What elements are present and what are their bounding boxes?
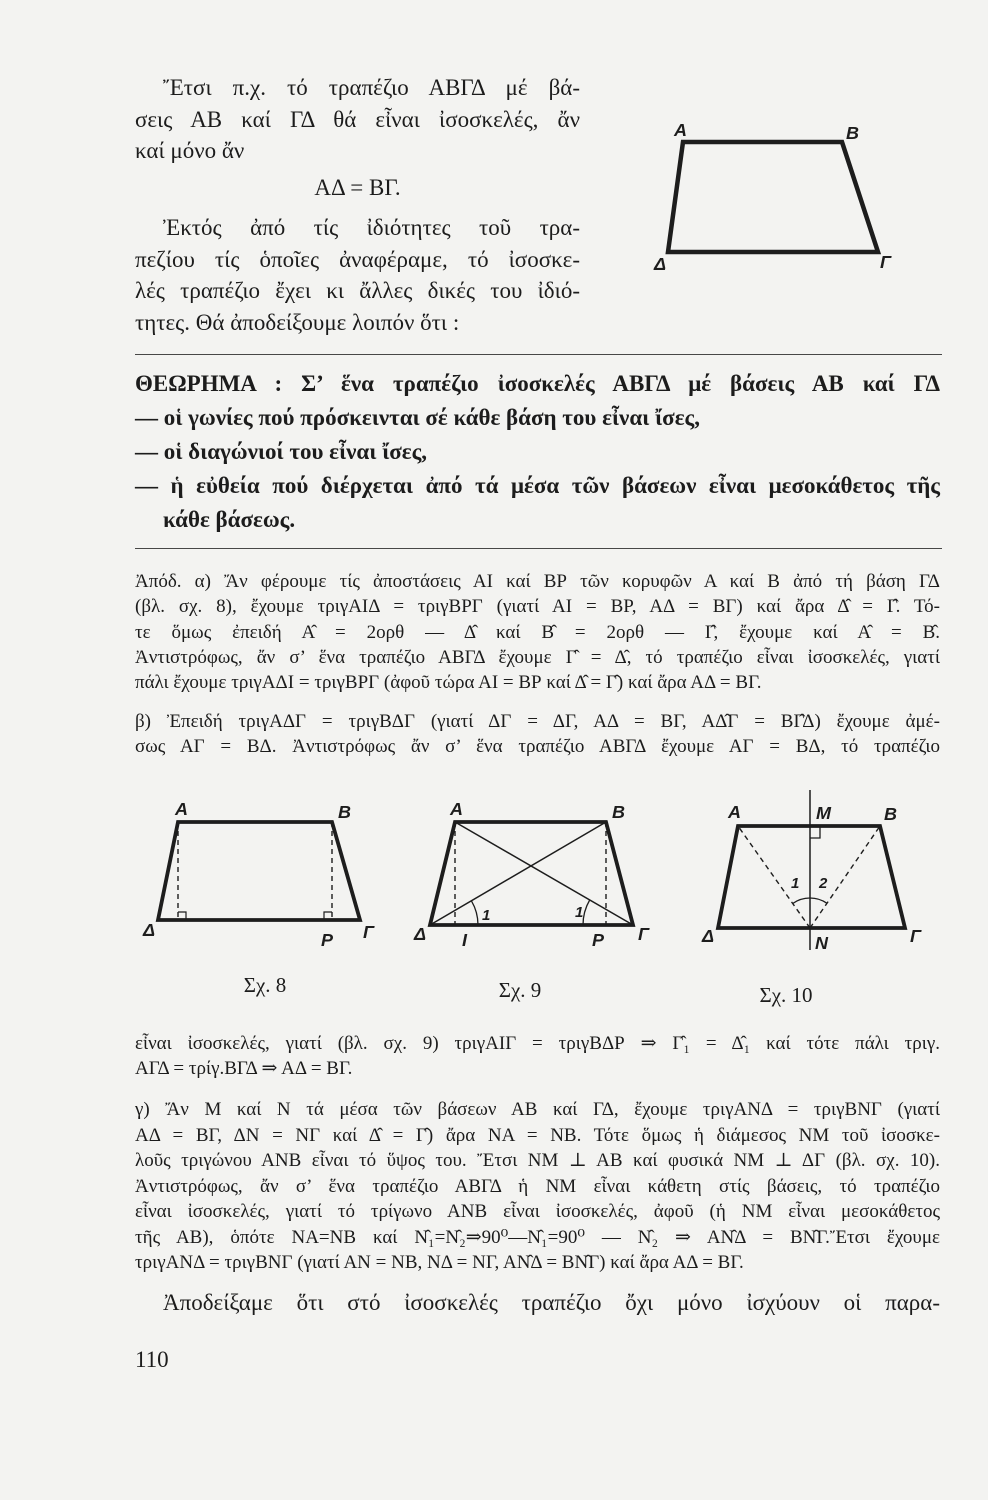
angle-arc-g	[583, 900, 590, 925]
figure-8-caption: Σχ. 8	[243, 973, 287, 997]
proof-part-b-continued	[135, 1031, 940, 1082]
theorem-line: — οἱ γωνίες πού πρόσκεινται σέ κάθε βάση του εἶναι ἴσες,	[135, 405, 700, 430]
vertex-label-p: Ρ	[592, 930, 605, 950]
vertex-label-a: Α	[674, 120, 687, 140]
proof-line: ΑΓΔ = τρίγ.ΒΓΔ ⇒ ΑΔ = ΒΓ.	[135, 1058, 353, 1080]
vertex-label-g: Γ	[363, 922, 374, 942]
vertex-label-m: Μ	[816, 803, 831, 823]
intro-paragraph-bottom	[135, 212, 580, 338]
theorem-line: ΘΕΩΡΗΜΑ : Σ’ ἕνα τραπέζιο ἰσοσκελές ΑΒΓΔ μέ βάσεις ΑΒ καί ΓΔ	[135, 371, 940, 396]
intro-paragraph-top	[135, 72, 580, 167]
vertex-label-a: Α	[728, 802, 741, 822]
proof-line: τε ὅμως ἐπειδή Α̂ = 2ορθ — Δ̂ καί Β̂ = 2ορθ — Γ̂, ἔχουμε καί Α̂ = Β̂.	[135, 621, 940, 643]
vertex-label-d: Δ	[702, 926, 715, 946]
angle-arc-d	[471, 901, 478, 925]
proof-line: γ) Ἄν Μ καί Ν τά μέσα τῶν βάσεων ΑΒ καί ΓΔ, ἔχουμε τριγΑΝΔ = τριγΒΝΓ (γιατί	[135, 1099, 940, 1120]
vertex-label-b: Β	[884, 804, 897, 824]
proof-line: Ἀπόδ. α) Ἄν φέρουμε τίς ἀποστάσεις ΑΙ καί ΒΡ τῶν κορυφῶν Α καί Β ἀπό τή βάση ΓΔ	[135, 571, 940, 592]
intro-line: καί μόνο ἄν	[135, 138, 245, 163]
vertex-label-g: Γ	[638, 924, 649, 944]
intro-line: πεζίου τίς ὁποῖες ἀναφέραμε, τό ἰσοσκε-	[135, 246, 580, 272]
figure-9-caption: Σχ. 9	[498, 978, 542, 1002]
angle-label-g1: 1	[575, 904, 584, 921]
vertex-label-a: Α	[175, 799, 188, 819]
theorem-line: κάθε βάσεως.	[163, 507, 296, 532]
proof-line: πάλι ἔχουμε τριγΑΔΙ = τριγΒΡΓ (ἀφοῦ τώρα ΑΙ = ΒΡ καί Δ̂ = Γ̂) καί ἄρα ΑΔ = ΒΓ.	[135, 672, 762, 694]
vertex-label-p: Ρ	[321, 930, 334, 950]
theorem	[135, 367, 940, 537]
angle-label-n1: 1	[791, 875, 800, 892]
proof-part-c	[135, 1097, 940, 1276]
proof-line: σως ΑΓ = ΒΔ. Ἀντιστρόφως ἄν σ’ ἕνα τραπέζιο ΑΒΓΔ ἔχουμε ΑΓ = ΒΔ, τό τραπέζιο	[135, 736, 940, 758]
figure-10	[690, 780, 940, 960]
proof-line: (βλ. σχ. 8), ἔχουμε τριγΑΙΔ = τριγΒΡΓ (γιατί ΑΙ = ΒΡ, ΑΔ = ΒΓ) καί ἄρα Δ̂ = Γ̂. Τό-	[135, 596, 940, 618]
proof-line: εἶναι ἰσοσκελές, γιατί τό τρίγωνο ΑΝΒ εἶναι ἰσοσκελές, ἀφοῦ (ἡ ΝΜ εἶναι μεσοκάθετος	[135, 1201, 940, 1222]
proof-line: Ἀντιστρόφως, ἄν σ’ ἕνα τραπέζιο ΑΒΓΔ ἔχουμε Γ̂ = Δ̂, τό τραπέζιο εἶναι ἰσοσκελές, γιατί	[135, 646, 940, 668]
proof-line: β) Ἐπειδή τριγΑΔΓ = τριγΒΔΓ (γιατί ΔΓ = ΔΓ, ΑΔ = ΒΓ, ΑΔ̂Γ = ΒΓ̂Δ) ἔχουμε ἀμέ-	[135, 711, 940, 732]
intro-line: σεις ΑΒ καί ΓΔ θά εἶναι ἰσοσκελές, ἄν	[135, 106, 580, 132]
theorem-line: — οἱ διαγώνιοί του εἶναι ἴσες,	[135, 439, 428, 464]
divider-bottom	[135, 548, 942, 549]
vertex-label-g: Γ	[880, 252, 891, 272]
figure-trapezoid-top	[640, 112, 900, 277]
vertex-label-b: Β	[338, 802, 351, 822]
intro-line: Ἔτσι π.χ. τό τραπέζιο ΑΒΓΔ μέ βά-	[163, 75, 580, 100]
divider-top	[135, 354, 942, 355]
trapezoid-outline	[158, 822, 360, 920]
trapezoid-outline	[668, 142, 878, 252]
proof-line: εἶναι ἰσοσκελές, γιατί (βλ. σχ. 9) τριγΑΙΓ = τριγΒΔΡ ⇒ Γ̂₁ = Δ̂₁ καί τότε πάλι τριγ.	[135, 1033, 940, 1054]
proof-part-a	[135, 569, 940, 695]
closing-paragraph	[135, 1287, 940, 1319]
intro-equation: ΑΔ = ΒΓ.	[314, 175, 401, 200]
proof-line: ΑΔ = ΒΓ, ΔΝ = ΝΓ καί Δ̂ = Γ̂) ἄρα ΝΑ = ΝΒ. Τότε ὅμως ἡ διάμεσος ΝΜ τοῦ ἰσοσκε-	[135, 1124, 940, 1146]
vertex-label-d: Δ	[414, 924, 427, 944]
vertex-label-d: Δ	[654, 254, 667, 274]
vertex-label-a: Α	[450, 799, 463, 819]
angle-label-n2: 2	[819, 875, 828, 892]
intro-line: Ἐκτός ἀπό τίς ἰδιότητες τοῦ τρα-	[163, 215, 580, 240]
figure-8	[135, 800, 390, 955]
trapezoid-outline	[718, 826, 905, 928]
trapezoid-outline	[430, 822, 633, 925]
proof-line: λοῦς τριγώνου ΑΝΒ εἶναι τό ὕψος του. Ἔτσι ΝΜ ⊥ ΑΒ καί φυσικά ΝΜ ⊥ ΔΓ (βλ. σχ. 10).	[135, 1150, 940, 1171]
figure-9	[400, 800, 660, 955]
vertex-label-n: Ν	[815, 933, 828, 953]
vertex-label-b: Β	[846, 123, 859, 143]
angle-label-d1: 1	[482, 907, 491, 924]
theorem-line: — ἡ εὐθεία πού διέρχεται ἀπό τά μέσα τῶν βάσεων εἶναι μεσοκάθετος τῆς	[135, 473, 940, 498]
vertex-label-d: Δ	[143, 920, 156, 940]
vertex-label-g: Γ	[910, 926, 921, 946]
figure-10-caption: Σχ. 10	[759, 983, 813, 1007]
vertex-label-i: Ι	[462, 930, 468, 950]
vertex-label-b: Β	[612, 802, 625, 822]
closing-line: Ἀποδείξαμε ὅτι στό ἰσοσκελές τραπέζιο ὄχι μόνο ἰσχύουν οἱ παρα-	[163, 1290, 940, 1315]
proof-part-b	[135, 709, 940, 760]
intro-line: τητες. Θά ἀποδείξουμε λοιπόν ὅτι :	[135, 309, 460, 335]
intro-line: λές τραπέζιο ἔχει κι ἄλλες δικές του ἰδιό-	[135, 278, 580, 303]
proof-line: τῆς ΑΒ), ὁπότε ΝΑ=ΝΒ καί Ν̂₁=Ν̂₂⇒90⁰—Ν̂₁=90⁰ — Ν̂₂ ⇒ ΑΝ̂Δ = ΒΝ̂Γ.Ἔτσι ἔχουμε	[135, 1226, 940, 1248]
proof-line: Ἀντιστρόφως, ἄν σ’ ἕνα τραπέζιο ΑΒΓΔ ἡ ΝΜ εἶναι κάθετη στίς βάσεις, τό τραπέζιο	[135, 1175, 940, 1197]
page-number: 110	[135, 1347, 169, 1372]
proof-line: τριγΑΝΔ = τριγΒΝΓ (γιατί ΑΝ = ΝΒ, ΝΔ = ΝΓ, ΑΝ̂Δ = ΒΝ̂Γ) καί ἄρα ΑΔ = ΒΓ.	[135, 1252, 744, 1273]
